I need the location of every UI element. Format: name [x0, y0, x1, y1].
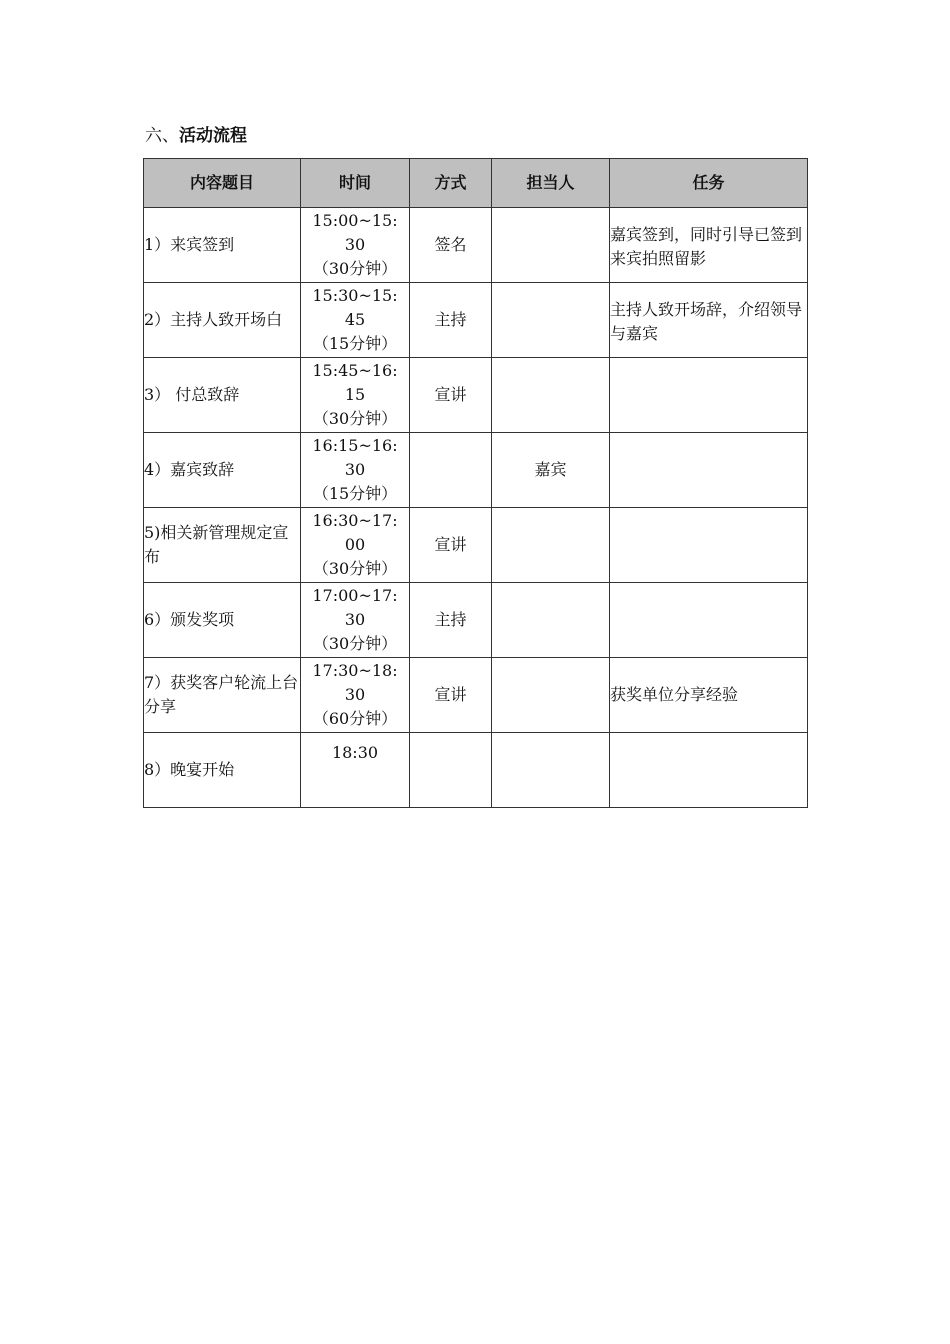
time-line: 45 [344, 310, 366, 329]
time-line: 16:30~17: [312, 511, 398, 530]
task-text: 获奖单位分享经验 [610, 685, 739, 704]
time-line: 15:30~15: [312, 286, 398, 305]
time-line: 17:00~17: [312, 586, 398, 605]
time-duration: （60分钟） [312, 709, 398, 728]
cell-owner [492, 358, 610, 433]
cell-owner [492, 583, 610, 658]
task-text [610, 394, 807, 397]
cell-item: 7）获奖客户轮流上台分享 [144, 658, 301, 733]
cell-task [610, 283, 808, 358]
task-text [610, 469, 807, 472]
time-duration: （30分钟） [312, 259, 398, 278]
cell-task [610, 583, 808, 658]
cell-item: 3） 付总致辞 [144, 358, 301, 433]
header-item: 内容题目 [144, 159, 301, 208]
cell-item: 4）嘉宾致辞 [144, 433, 301, 508]
cell-item: 6）颁发奖项 [144, 583, 301, 658]
time-line: 15:45~16: [312, 361, 398, 380]
activity-flow-table [143, 158, 808, 808]
time-line: 30 [344, 685, 366, 704]
cell-time [301, 283, 410, 358]
cell-task [610, 508, 808, 583]
time-line: 30 [344, 235, 366, 254]
cell-owner [492, 733, 610, 808]
task-text: 嘉宾签到，同时引导已签到来宾拍照留影 [610, 224, 803, 268]
time-line: 15:00~15: [312, 211, 398, 230]
cell-time [301, 658, 410, 733]
time-line: 18:30 [331, 743, 379, 762]
cell-task [610, 733, 808, 808]
header-owner: 担当人 [492, 159, 610, 208]
cell-owner: 嘉宾 [492, 433, 610, 508]
cell-mode: 主持 [410, 283, 492, 358]
time-duration: （30分钟） [312, 409, 398, 428]
cell-item: 8）晚宴开始 [144, 733, 301, 808]
time-duration: （15分钟） [312, 484, 398, 503]
cell-mode: 宣讲 [410, 358, 492, 433]
section-title [145, 124, 247, 148]
cell-task [610, 658, 808, 733]
cell-mode: 宣讲 [410, 658, 492, 733]
time-duration: （15分钟） [312, 334, 398, 353]
cell-task [610, 208, 808, 283]
cell-item: 2）主持人致开场白 [144, 283, 301, 358]
cell-time [301, 733, 410, 808]
cell-mode [410, 733, 492, 808]
table-row [144, 733, 808, 808]
header-mode: 方式 [410, 159, 492, 208]
table-row [144, 508, 808, 583]
table-row [144, 583, 808, 658]
task-text [610, 619, 807, 622]
time-line: 16:15~16: [312, 436, 398, 455]
cell-task [610, 358, 808, 433]
cell-time [301, 583, 410, 658]
cell-mode: 主持 [410, 583, 492, 658]
cell-owner [492, 508, 610, 583]
task-text [610, 769, 807, 772]
cell-mode: 签名 [410, 208, 492, 283]
cell-time [301, 208, 410, 283]
time-line: 30 [344, 460, 366, 479]
time-line: 17:30~18: [312, 661, 398, 680]
cell-time [301, 358, 410, 433]
header-time: 时间 [301, 159, 410, 208]
header-task: 任务 [610, 159, 808, 208]
cell-owner [492, 208, 610, 283]
time-duration: （30分钟） [312, 634, 398, 653]
section-heading: 活动流程 [179, 126, 247, 146]
task-text [610, 544, 807, 547]
cell-task [610, 433, 808, 508]
section-number: 六、 [145, 126, 179, 146]
cell-mode: 宣讲 [410, 508, 492, 583]
time-line: 30 [344, 610, 366, 629]
table-row [144, 358, 808, 433]
table-header-row [144, 159, 808, 208]
time-line: 15 [344, 385, 366, 404]
cell-time [301, 433, 410, 508]
task-text: 主持人致开场辞，介绍领导与嘉宾 [610, 299, 803, 343]
time-line: 00 [344, 535, 366, 554]
cell-owner [492, 658, 610, 733]
table-row [144, 208, 808, 283]
cell-mode [410, 433, 492, 508]
cell-item: 1）来宾签到 [144, 208, 301, 283]
cell-owner [492, 283, 610, 358]
time-duration: （30分钟） [312, 559, 398, 578]
cell-item: 5)相关新管理规定宣布 [144, 508, 301, 583]
table-row [144, 433, 808, 508]
table-row [144, 283, 808, 358]
cell-time [301, 508, 410, 583]
table-row [144, 658, 808, 733]
